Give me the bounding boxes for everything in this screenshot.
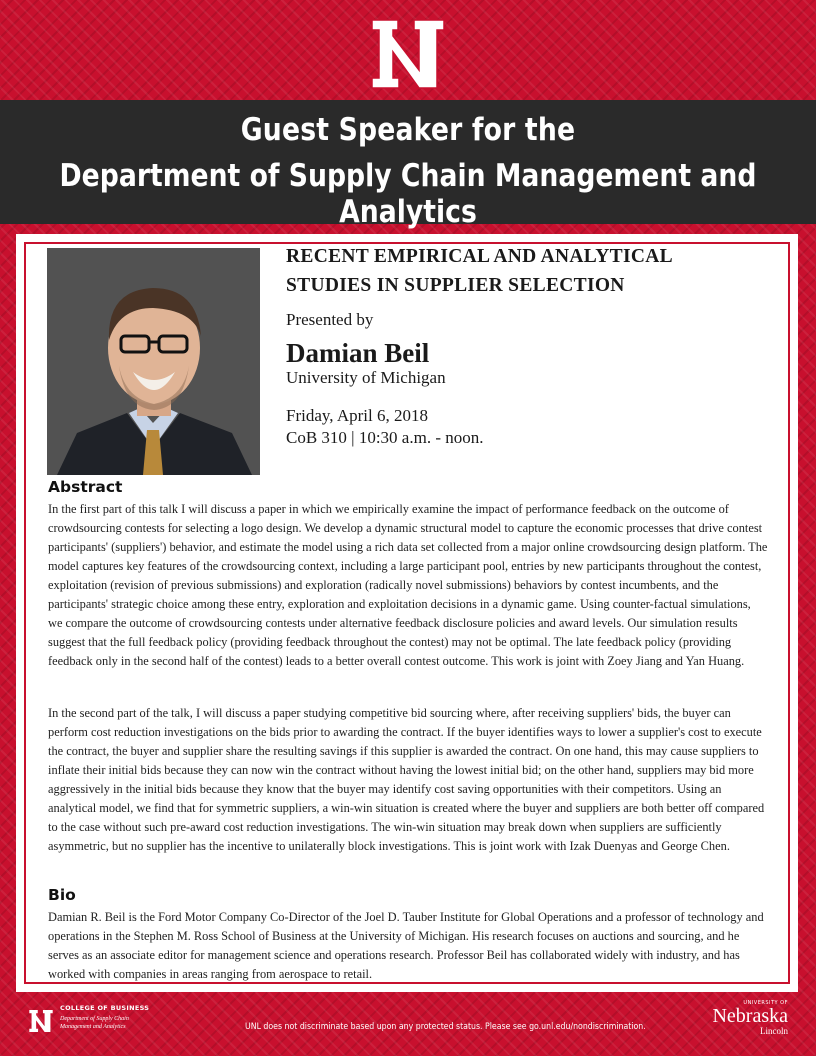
speaker-photo <box>47 248 260 475</box>
unl-wordmark <box>712 1000 788 1036</box>
talk-title <box>286 242 766 300</box>
college-name: COLLEGE OF BUSINESS <box>60 1004 150 1012</box>
abstract-paragraph-2: In the second part of the talk, I will discuss a paper studying competitive bid sourcing where, after receiving suppliers' bids, the buyer can perform cost reduction investigations on the bids prior to awarding the contract. If the buyer identifies ways to lower a supplier's cost to execute the contract, the buyer and supplier share the resulting savings if this supplier is awarded the contract. On one hand, this may cause suppliers to inflate their initial bids because they can now win the contract without having the lowest initial bid; on the other hand, suppliers may bid more aggressively in the initial bids because they know that the buyer may identify cost saving opportunities with their competitors. Using an analytical model, we find that for symmetric suppliers, a win-win situation is created where the buyer and suppliers are both better off compared to the case without such pre-award cost reduction investigations. The win-win situation may break down when suppliers are sufficiently asymmetric, but no supplier has the incentive to unilaterally block investigations. This is joint work with Izak Duenyas and George Chen. <box>48 706 765 853</box>
nondiscrimination-statement: UNL does not discriminate based upon any protected status. Please see go.unl.edu/nondiscrimination. <box>245 1022 646 1032</box>
talk-title-line-1: RECENT EMPIRICAL AND ANALYTICAL <box>286 246 673 267</box>
event-date: Friday, April 6, 2018 <box>286 406 428 425</box>
talk-title-line-2: STUDIES IN SUPPLIER SELECTION <box>286 275 625 296</box>
unl-lincoln: Lincoln <box>760 1026 788 1036</box>
speaker-name: Damian Beil <box>286 338 430 368</box>
bio-text: Damian R. Beil is the Ford Motor Company Co-Director of the Joel D. Tauber Institute for Global Operations and a professor of technology and operations in the Stephen M. Ross School of Business at the University of Michigan. His research focuses on auctions and sourcing, and he serves as an associate editor for management science and operations research. Professor Beil has collaborated widely with industry, and has worked with companies in areas ranging from aerospace to retail. <box>48 910 764 981</box>
nebraska-n-logo <box>368 14 448 94</box>
abstract-paragraph-1: In the first part of this talk I will discuss a paper in which we empirically examine the impact of performance feedback on the outcome of crowdsourcing contests for selecting a logo design. We develop a dynamic structural model to capture the economic processes that drive contest participants' (suppliers') behavior, and estimate the model using a rich data set collected from a major online crowdsourcing design platform. The model captures key features of the crowdsourcing context, including a large participant pool, entries by new participants throughout the contest, exploitation (revision of previous submissions) and exploration (radically novel submissions) behaviors by contest incumbents, and the participants' strategic choice among these entry, exploration and exploitation decisions in a dynamic game. Using counter-factual simulations, we compare the outcome of crowdsourcing contests under alternative feedback disclosure policies and award levels. Our simulation results suggest that the full feedback policy (providing feedback throughout the contest) may not be optimal. The late feedback policy (providing feedback only in the second half of the contest) leads to a better overall contest outcome. This work is joint with Zoey Jiang and Yan Huang. <box>48 502 768 668</box>
header-banner <box>0 100 816 230</box>
header-line-2: Department of Supply Chain Management and Analytics <box>59 158 757 230</box>
footer-college <box>60 1004 150 1031</box>
unl-nebraska: Nebraska <box>712 1005 788 1027</box>
header-line-1: Guest Speaker for the <box>240 112 576 148</box>
event-venue: CoB 310 | 10:30 a.m. - noon. <box>286 428 484 447</box>
speaker-affiliation: University of Michigan <box>286 368 446 387</box>
content-card <box>16 234 798 992</box>
presented-by: Presented by <box>286 310 374 329</box>
unl-university-of: UNIVERSITY OF <box>743 1000 788 1006</box>
abstract-heading: Abstract <box>48 478 123 496</box>
department-name: Department of Supply Chain Management and Analytics <box>60 1016 129 1030</box>
footer-n-logo <box>28 1004 54 1038</box>
bio-heading: Bio <box>48 886 76 904</box>
